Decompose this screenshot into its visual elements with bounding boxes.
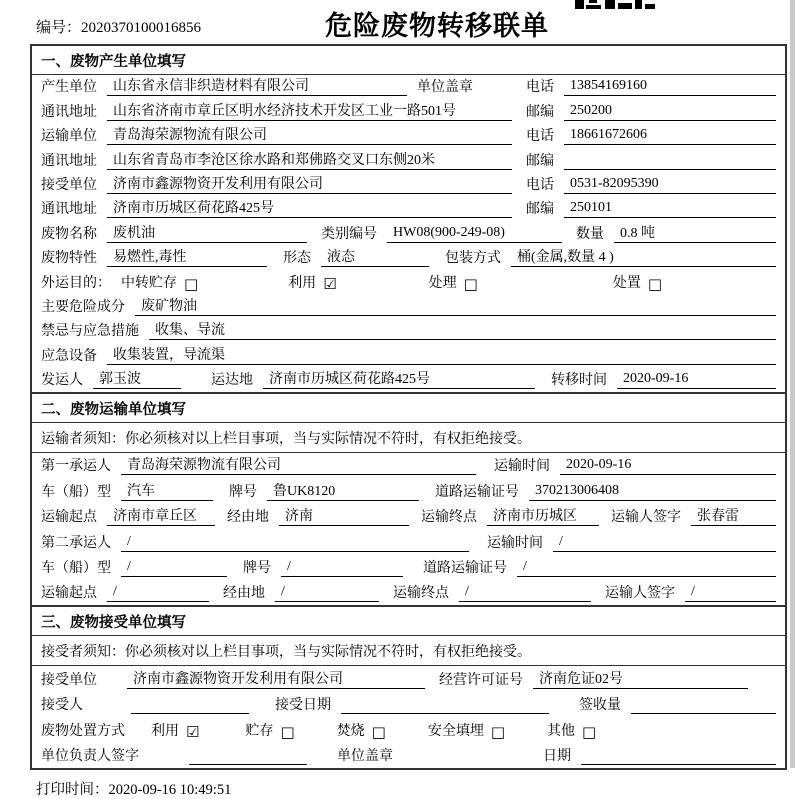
waste-name-label: 废物名称: [41, 226, 97, 242]
category-code-value: HW08(900-249-08): [387, 225, 562, 243]
destination-value: 济南市历城区荷花路425号: [263, 368, 535, 389]
transporter-phone-value: 18661672606: [564, 127, 776, 145]
transfer-purpose-label: 外运目的：: [41, 275, 111, 291]
row-waste-name: [32, 221, 785, 245]
plate-number-1-label: 牌号: [229, 484, 257, 500]
transporter-phone-label: 电话: [526, 129, 554, 145]
row-first-carrier: [32, 453, 785, 478]
transport-time-1-value: 2020-09-16: [560, 457, 776, 475]
producer-zip-label: 邮编: [526, 104, 554, 120]
receiver-notice: 接受者须知：你必须核对以上栏目事项，当与实际情况不符时，有权拒绝接受。: [32, 636, 785, 666]
row-emergency-equipment: [32, 343, 785, 367]
transporter-address-value: 山东省青岛市李沧区徐水路和郑佛路交叉口东侧20米: [107, 149, 512, 170]
shipper-label: 发运人: [41, 373, 83, 389]
row-emergency-measures: [32, 319, 785, 343]
via-2-value: /: [275, 584, 379, 602]
serial-value: 2020370100016856: [81, 20, 202, 36]
checkbox-transfer-storage[interactable]: [121, 272, 198, 292]
row-route-1: [32, 504, 785, 529]
accepting-unit-value: 济南市鑫源物资开发利用有限公司: [127, 668, 425, 689]
acceptor-value: [131, 696, 249, 714]
accept-date-label: 接受日期: [275, 698, 331, 714]
plate-number-2-value: /: [281, 559, 403, 577]
row-second-carrier: [32, 529, 785, 554]
row-acceptor: [32, 692, 785, 717]
transporter-unit-value: 青岛海荣源物流有限公司: [107, 124, 512, 145]
road-license-2-label: 道路运输证号: [423, 561, 507, 577]
row-producer-unit: [32, 75, 785, 99]
row-disposal-method: [32, 717, 785, 742]
row-vehicle-2: [32, 555, 785, 580]
road-license-1-value: 370213006408: [529, 483, 776, 501]
carrier-sign-2-label: 运输人签字: [605, 586, 675, 602]
road-license-2-value: /: [517, 559, 776, 577]
checkbox-purpose-recycle-label: 利用: [288, 275, 317, 291]
via-1-value: 济南: [279, 505, 409, 526]
disposal-method-label: 废物处置方式: [41, 723, 125, 739]
section-producer: [32, 46, 785, 392]
emergency-equipment-value: 收集装置，导流渠: [107, 344, 776, 365]
serial-label: 编号：: [36, 20, 82, 36]
producer-phone-group: [526, 76, 776, 96]
plate-number-1-value: 鲁UK8120: [267, 480, 419, 501]
first-carrier-label: 第一承运人: [41, 459, 111, 475]
receiver-unit-value: 济南市鑫源物资开发利用有限公司: [107, 173, 512, 194]
checkbox-purpose-recycle[interactable]: [288, 272, 336, 292]
serial-number: [36, 16, 201, 37]
packing-label: 包装方式: [445, 251, 501, 267]
second-carrier-value: /: [121, 534, 469, 552]
checkbox-purpose-treatment-box[interactable]: □: [463, 274, 478, 293]
shipper-value: 郭玉波: [93, 368, 181, 389]
checkbox-purpose-recycle-box[interactable]: ☑: [323, 274, 337, 293]
section-producer-title: 一、废物产生单位填写: [32, 46, 785, 75]
producer-phone-label: 电话: [526, 80, 554, 96]
waste-name-value: 废机油: [107, 222, 307, 243]
end-1-label: 运输终点: [421, 510, 477, 526]
carrier-sign-2-value: /: [685, 584, 776, 602]
row-vehicle-1: [32, 478, 785, 503]
producer-address-value: 山东省济南市章丘区明水经济技术开发区工业一路501号: [107, 100, 512, 121]
first-carrier-value: 青岛海荣源物流有限公司: [121, 454, 476, 475]
second-carrier-label: 第二承运人: [41, 535, 111, 551]
section-transport: [32, 392, 785, 605]
end-2-value: /: [459, 584, 591, 602]
transport-notice: 运输者须知：你必须核对以上栏目事项，当与实际情况不符时，有权拒绝接受。: [32, 423, 785, 453]
end-2-label: 运输终点: [393, 586, 449, 602]
destination-label: 运达地: [211, 373, 253, 389]
head-signature-label: 单位负责人签字: [41, 748, 139, 764]
received-amount-value: [631, 696, 776, 714]
head-signature-value: [189, 747, 307, 765]
checkbox-disposal-incineration-label: 焚烧: [336, 723, 365, 739]
via-2-label: 经由地: [223, 586, 265, 602]
print-time-value: 2020-09-16 10:49:51: [108, 781, 232, 798]
page-title: 危险废物转移联单: [325, 11, 549, 41]
row-receiver-unit: [32, 173, 785, 197]
receiver-phone-group: [526, 174, 776, 194]
print-time: [36, 778, 796, 799]
row-receiver-address: [32, 197, 785, 221]
qr-code-partial-icon: [575, 0, 655, 9]
transporter-phone-group: [526, 125, 776, 145]
hazard-component-label: 主要危险成分: [41, 299, 125, 315]
emergency-measures-label: 禁忌与应急措施: [41, 324, 139, 340]
emergency-measures-value: 收集、导流: [149, 319, 776, 340]
physical-form-value: 液态: [321, 246, 429, 267]
checkbox-disposal-storage-box[interactable]: □: [280, 722, 295, 741]
receiver-zip-label: 邮编: [526, 202, 554, 218]
section-transport-title: 二、废物运输单位填写: [32, 394, 785, 423]
section-receiver-title: 三、废物接受单位填写: [32, 607, 785, 636]
end-1-value: 济南市历城区: [487, 505, 599, 526]
form-header: [0, 0, 796, 44]
checkbox-purpose-disposal[interactable]: [613, 272, 662, 292]
checkbox-disposal-recycle-box[interactable]: ☑: [186, 722, 200, 741]
receiver-phone-label: 电话: [526, 177, 554, 193]
transport-time-2-value: /: [553, 534, 776, 552]
checkbox-disposal-landfill-label: 安全填埋: [427, 723, 484, 739]
checkbox-disposal-landfill-box[interactable]: □: [490, 722, 506, 741]
row-route-2: [32, 580, 785, 605]
receiver-unit-label: 接受单位: [41, 177, 97, 193]
row-head-signature: [32, 743, 785, 768]
checkbox-transfer-storage-box[interactable]: □: [184, 274, 199, 293]
received-amount-label: 签收量: [579, 698, 621, 714]
accept-date-value: [341, 696, 549, 714]
row-transfer-purpose: [32, 270, 785, 294]
waste-property-value: 易燃性,毒性: [107, 246, 267, 267]
accepting-unit-label: 接受单位: [41, 672, 97, 688]
transport-time-2-label: 运输时间: [487, 535, 543, 551]
row-waste-property: [32, 246, 785, 270]
transfer-time-label: 转移时间: [551, 373, 607, 389]
origin-2-label: 运输起点: [41, 586, 97, 602]
transporter-zip-value: [564, 152, 776, 170]
checkbox-disposal-storage[interactable]: [245, 720, 294, 740]
vehicle-type-1-value: 汽车: [121, 480, 213, 501]
acceptor-label: 接受人: [41, 698, 83, 714]
print-time-label: 打印时间：: [36, 781, 109, 798]
receiver-phone-value: 0531-82095390: [564, 176, 776, 194]
emergency-equipment-label: 应急设备: [41, 348, 97, 364]
hazard-component-value: 废矿物油: [135, 295, 776, 316]
origin-1-value: 济南市章丘区: [107, 505, 215, 526]
row-accepting-unit: [32, 666, 785, 691]
transporter-unit-label: 运输单位: [41, 129, 97, 145]
section-receiver: [32, 605, 785, 768]
checkbox-transfer-storage-label: 中转贮存: [121, 275, 177, 291]
receiver-zip-group: [526, 198, 776, 218]
carrier-sign-1-value: 张春雷: [691, 505, 776, 526]
receiver-seal-label: 单位盖章: [337, 748, 393, 764]
origin-2-value: /: [107, 584, 209, 602]
checkbox-disposal-other-label: 其他: [547, 723, 576, 739]
receiver-zip-value: 250101: [564, 200, 776, 218]
checkbox-purpose-disposal-label: 处置: [612, 275, 641, 291]
checkbox-disposal-other-box[interactable]: □: [582, 722, 597, 741]
checkbox-disposal-recycle-label: 利用: [151, 723, 179, 739]
seal-date-value: [581, 747, 776, 765]
unit-seal-label: 单位盖章: [417, 80, 473, 96]
transporter-zip-group: [526, 150, 776, 170]
producer-phone-value: 13854169160: [564, 78, 776, 96]
vehicle-type-2-label: 车（船）型: [41, 561, 111, 577]
waste-property-label: 废物特性: [41, 251, 97, 267]
producer-zip-group: [526, 101, 776, 121]
checkbox-purpose-treatment[interactable]: [429, 272, 478, 292]
category-code-label: 类别编号: [321, 226, 377, 242]
row-producer-address: [32, 99, 785, 123]
carrier-sign-1-label: 运输人签字: [611, 510, 681, 526]
manifest-form: [30, 44, 787, 770]
road-license-1-label: 道路运输证号: [435, 484, 519, 500]
row-transporter-unit: [32, 124, 785, 148]
scrollbar-track[interactable]: [790, 0, 795, 768]
plate-number-2-label: 牌号: [243, 561, 271, 577]
row-hazard-component: [32, 295, 785, 319]
checkbox-disposal-incineration-box[interactable]: □: [371, 722, 386, 741]
checkbox-disposal-storage-label: 贮存: [245, 723, 274, 739]
producer-address-label: 通讯地址: [41, 104, 97, 120]
quantity-label: 数量: [576, 226, 604, 242]
transport-time-1-label: 运输时间: [494, 459, 550, 475]
origin-1-label: 运输起点: [41, 510, 97, 526]
checkbox-disposal-other[interactable]: [547, 720, 596, 740]
permit-number-value: 济南危证02号: [533, 668, 748, 689]
physical-form-label: 形态: [283, 251, 311, 267]
checkbox-disposal-landfill[interactable]: [428, 720, 505, 740]
producer-zip-value: 250200: [564, 103, 776, 121]
producer-unit-label: 产生单位: [41, 80, 97, 96]
transfer-time-value: 2020-09-16: [617, 371, 776, 389]
seal-date-label: 日期: [543, 748, 571, 764]
checkbox-purpose-disposal-box[interactable]: □: [647, 274, 663, 293]
checkbox-disposal-incineration[interactable]: [337, 720, 386, 740]
quantity-value: 0.8 吨: [614, 222, 776, 243]
checkbox-disposal-recycle[interactable]: [151, 720, 199, 740]
checkbox-purpose-treatment-label: 处理: [428, 275, 457, 291]
row-transporter-address: [32, 148, 785, 172]
receiver-address-value: 济南市历城区荷花路425号: [107, 197, 512, 218]
vehicle-type-2-value: /: [121, 559, 227, 577]
row-shipper: [32, 368, 785, 392]
packing-value: 桶(金属,数量 4 ): [511, 246, 776, 267]
permit-number-label: 经营许可证号: [439, 672, 523, 688]
via-1-label: 经由地: [227, 510, 269, 526]
transporter-address-label: 通讯地址: [41, 153, 97, 169]
transporter-zip-label: 邮编: [526, 153, 554, 169]
receiver-address-label: 通讯地址: [41, 202, 97, 218]
vehicle-type-1-label: 车（船）型: [41, 484, 111, 500]
producer-unit-value: 山东省永信非织造材料有限公司: [107, 75, 407, 96]
